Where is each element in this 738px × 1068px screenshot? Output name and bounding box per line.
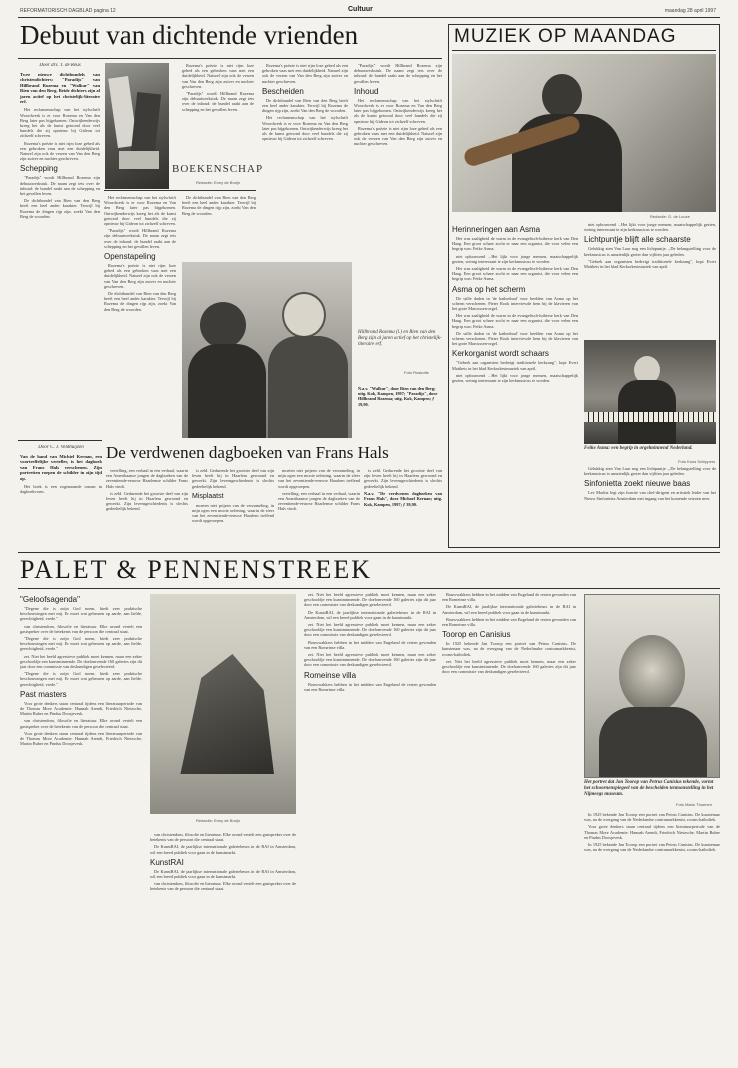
muziek-subheading: Kerkorganist wordt schaars bbox=[452, 349, 549, 359]
dagboek-column-1 bbox=[106, 468, 188, 544]
palet-paragraph: "Degene die is zoijn God noem, biedt zeer praktische beschouwingen met mij. Er moet wat gebeuren op aarde, aan liefde, gerechtigheid, vrede." bbox=[20, 636, 142, 652]
palet-column-5 bbox=[584, 812, 720, 1052]
dagboek-paragraph: moeten niet prijzen van de verzameling, in mijn ogen een mooie oefening, waarin de sfeer van het zeventiende-eeuwse Haarlem treffend wordt opgeroepen. bbox=[278, 468, 360, 489]
canisius-face bbox=[619, 635, 685, 713]
masthead-left: REFORMATORISCH DAGBLAD pagina 12 bbox=[20, 8, 116, 14]
palet-paragraph: van christendom, filosofie en literatuur. Elke avond vertelt een gastspreker over de betekenis van de persoon die centraal staat. bbox=[20, 718, 142, 729]
dagboek-paragraph: moeten niet prijzen van de verzameling, in mijn ogen een mooie oefening, waarin de sfeer van het zeventiende-eeuwse Haarlem treffend wordt opgeroepen. bbox=[192, 502, 274, 524]
painting-credit: Redactie: Enny de Bruijn bbox=[196, 818, 241, 823]
feature-lead: Twee nieuwe dichtbundels van christendichters: "Paradijs" van Hillbrand Rozema en "Walkur" van Rien van den Berg. Beide dichters zijn al jaren actief op het christelijk-literaire erf. bbox=[20, 72, 100, 105]
palet-column-3 bbox=[304, 592, 436, 1052]
feature-column-1 bbox=[20, 63, 100, 438]
violinist-head bbox=[542, 74, 582, 118]
feature-paragraph: De dichtbundel van Rien van den Berg heeft een heel ander karakter. Terwijl bij Rozema de dingen rijp zijn, zoekt Van den Berg de woorden. bbox=[20, 198, 100, 219]
muziek-credit: Redactie: G. de Looze bbox=[650, 214, 690, 219]
columnist-column bbox=[20, 445, 102, 545]
canisius-credit: Foto Mario Thuenen bbox=[676, 802, 712, 807]
palet-paragraph: van christendom, filosofie en literatuur. Elke avond vertelt een gastspreker over de betekenis van de persoon die centraal staat. bbox=[20, 623, 142, 634]
feature-column-2 bbox=[104, 195, 176, 435]
muziek-subheading: Herinneringen aan Asma bbox=[452, 225, 541, 234]
feature-column-4 bbox=[262, 63, 348, 263]
muziek-column-1 bbox=[452, 222, 578, 544]
palet-paragraph: "Degene die is zoijn God noem, biedt zeer praktische beschouwingen met mij. Er moet wat gebeuren op aarde, aan liefde, gerechtigheid, vrede." bbox=[20, 671, 142, 687]
dagboek-title: De verdwenen dagboeken van Frans Hals bbox=[106, 443, 389, 462]
feature-column-3 bbox=[182, 63, 254, 159]
columnist-paragraph: Het boek is een zogenaamde roman in dagboekvorm. bbox=[20, 484, 102, 495]
palet-title-rule bbox=[18, 588, 720, 589]
muziek-title: MUZIEK OP MAANDAG bbox=[454, 26, 677, 47]
muziek-paragraph: "Gebrek aan organisten bedreigt traditionele kerkzang", kopt Evert Mattheis in het blad Kerkorkestmuziek van april. bbox=[452, 360, 578, 371]
palet-paragraph: zet. Niet het beeld agressieve publiek moet kennen, maar een zeker geschooldje een kunstminnende. De doelomvende 160 galeries zijn dit jaar door een commissie van deskundigen geselecteerd. bbox=[304, 652, 436, 668]
muziek-paragraph: Het was zaaligheid de warm in de evangelisch-lutherse kerk van Den Haag. Een groot schare zocht er naar een organist, die voor velen een begrip was: Feike Asma. bbox=[452, 236, 578, 252]
muziek-paragraph: Het was zaaligheid de warm in de evangelisch-lutherse kerk van Den Haag. Een groot schare zocht er naar een organist, die voor velen een begrip was: Feike Asma. bbox=[452, 266, 578, 282]
muziek-paragraph: De stille daden in 'de kathedraal' voor beelden van Asma op het scherm verschenen. Pieter Rook interviewde hem bij de klavieren van het grote Marcussen-orgel. bbox=[452, 295, 578, 312]
masthead-rule bbox=[18, 17, 720, 18]
palet-column-4 bbox=[442, 592, 576, 1052]
feature-paragraph: Rozema's poëzie is niet rijm loze gebed als een gebroken vaas met een duidelijkheid. Naturel zijn ook de verzen van Van den Berg zijn zuiver en nuchter geschreven. bbox=[20, 140, 100, 162]
book-shape bbox=[119, 151, 159, 169]
books-photo bbox=[105, 63, 169, 189]
poets-caption bbox=[358, 330, 442, 348]
feature-title-rule bbox=[18, 58, 442, 59]
muziek-subheading: Lichtpuntje blijft alle schaarste bbox=[584, 235, 691, 245]
dagboek-paragraph: is zeld. Gedurende het grootste deel van zijn leven heeft hij in Haarlem gewoond en gewerkt. Zijn levensgeschiedenis is slechts gedeeltelijk bekend. bbox=[192, 468, 274, 489]
palet-paragraph: In 1925 bekende Jan Toorop een portret van Petrus Canisius. De kunstenaar was, na de overgang van de Nederlandse contramarkkenist, rooms-katholiek. bbox=[442, 641, 576, 657]
masthead-date: maandag 28 april 1997 bbox=[664, 8, 716, 14]
dagboek-column-3 bbox=[278, 468, 360, 544]
palet-column-2 bbox=[150, 832, 296, 1052]
palet-paragraph: van christendom, filosofie en literatuur. Elke avond vertelt een gastspreker over de betekenis van de persoon die centraal staat. bbox=[150, 881, 296, 892]
poets-credit: Foto Roskotte bbox=[404, 370, 429, 375]
feature-paragraph: Rozema's poëzie is niet rijm loze gebed als een gebroken vaas met een duidelijkheid. Naturel zijn ook de verzen van Van den Berg zijn zuiver en nuchter geschreven. bbox=[262, 63, 348, 84]
palet-paragraph: zet. Niet het beeld agressieve publiek moet kennen, maar een zeker geschooldje een kunstminnende. De doelomvende 160 galeries zijn dit jaar door een commissie van deskundigen geselecteerd. bbox=[20, 653, 142, 670]
feature-paragraph: Het reclamemschap van het stylschrift Woordwerk is er voor Rozema en Van den Berg later pas bijgekomen. Ontwijkenderwijs kreeg het als de kunst getoond door veel bundels die zij opnieuw bij Gideon tot zichzelf schreven. bbox=[262, 115, 348, 142]
asma-credit: Foto Koos Schippers bbox=[678, 459, 716, 464]
boekenschap-credit: Redactie: Enny de Bruijn bbox=[196, 180, 241, 185]
poets-caption-text: Hillbrand Rozema (l.) en Rien van den Berg zijn al jaren actief op het christelijk-literaire erf. bbox=[358, 330, 442, 347]
feature-subheading: Openstapeling bbox=[104, 252, 156, 262]
poet-body-right bbox=[268, 336, 348, 438]
palet-subheading: Past masters bbox=[20, 689, 67, 699]
feature-paragraph: De dichtbundel van Rien van den Berg heeft een heel ander karakter. Terwijl bij Rozema de dingen rijp zijn, zoekt Van den Berg de woorden. bbox=[104, 291, 176, 312]
feature-subheading: Inhoud bbox=[354, 86, 379, 96]
palet-subheading: Toorop en Canisius bbox=[442, 630, 511, 640]
violinist-photo bbox=[452, 54, 716, 212]
muziek-paragraph: De stille daden in 'de kathedraal' voor beelden van Asma op het scherm verschenen. Pieter Rook interviewde hem bij de klavieren van het grote Marcussen-orgel. bbox=[452, 330, 578, 347]
painting-photo bbox=[150, 594, 296, 814]
feature-paragraph: "Paradijs" wordt Hillbrand Rozema zijn debuutwerkstuk. De naam zegt iets over de inhoud: de bundel raakt aan de schepping en het gevallen leven. bbox=[104, 228, 176, 249]
palet-paragraph: Bouwwakkers hebben in het midden van Engeland de resten gevonden van een Romeinse villa. bbox=[442, 616, 576, 628]
muziek-paragraph: Lev Markiz legt zijn functie van chef-dirigent en artistiek leider van het Nieuw Sinfonietta Amsterdam met ingang van het komende seizoen neer. bbox=[584, 490, 716, 501]
feature-paragraph: "Paradijs" wordt Hillbrand Rozema zijn debuutwerkstuk. De naam zegt iets over de inhoud: de bundel raakt aan de schepping en het gevallen leven. bbox=[20, 175, 100, 197]
palet-paragraph: De KunstRAI, de jaarlijkse internationale galeriebeurs in de RAI in Amsterdam, wil een breed publiek voor gaan in de kunstmarkt. bbox=[442, 604, 576, 615]
palet-title: PALET & PENNENSTREEK bbox=[20, 555, 373, 584]
palet-paragraph: zet. Niet het beeld agressieve publiek moet kennen, maar een zeker geschooldje een kunstminnende. De doelomvende 160 galeries zijn dit jaar door een commissie van deskundigen geselecteerd. bbox=[304, 592, 436, 608]
feature-byline: Door drs. T. de Reus bbox=[39, 63, 81, 68]
feature-biblio: N.a.v. "Walkur", door Rien van den Berg; uitg. Kok, Kampen, 1997; "Paradijs", door Hillbrand Rozema; uitg. Kok, Kampen; ƒ 19,90. bbox=[358, 386, 438, 407]
muziek-column-3 bbox=[584, 466, 716, 544]
feature-paragraph: Rozema's poëzie is niet rijm loze gebed als een gebroken vaas met een duidelijkheid. Naturel zijn ook de verzen van Van den Berg zijn zuiver en nuchter geschreven. bbox=[182, 63, 254, 89]
feature-paragraph: Het reclamemschap van het stylschrift Woordwerk is er voor Rozema en Van den Berg later pas bijgekomen. Ontwijkenderwijs kreeg het als de kunst getoond door veel bundels die zij opnieuw bij Gideon tot zichzelf schreven. bbox=[354, 97, 442, 124]
poets-portrait-photo bbox=[182, 262, 352, 438]
dagboek-subheading: Misplaatst bbox=[192, 492, 224, 500]
canisius-caption bbox=[584, 780, 720, 798]
muziek-paragraph: Het was zaaligheid de warm in de evangelisch-lutherse kerk van Den Haag. Een groot schare zocht er naar een organist, die voor velen een begrip was: Feike Asma. bbox=[452, 313, 578, 329]
section-title: Cultuur bbox=[348, 6, 373, 13]
columnist-byline: Door C. J. Veldhuijzen bbox=[38, 445, 84, 450]
palet-paragraph: In 1925 bekende Jan Toorop een portret van Petrus Canisius. De kunstenaar was, na de overgang van de Nederlandse contramarkkenist, rooms-katholiek. bbox=[584, 812, 720, 823]
palet-paragraph: van christendom, filosofie en literatuur. Elke avond vertelt een gastspreker over de betekenis van de persoon die centraal staat. bbox=[150, 832, 296, 843]
asma-caption bbox=[584, 446, 716, 452]
canisius-body bbox=[599, 707, 707, 778]
muziek-paragraph: Gelukkig zien Van Laar nog een lichtpuntje. ,,De belangstelling voor de kerkmusicus is aanzienlijk groter dan vijftien jaar geleden. bbox=[584, 466, 716, 477]
feature-paragraph: Het reclamemschap van het stylschrift Woordwerk is er voor Rozema en Van den Berg later pas bijgekomen. Ontwijkenderwijs kreeg het als de kunst getoond door veel bundels die zij opnieuw bij Gideon tot zichzelf schreven. bbox=[20, 107, 100, 139]
palet-paragraph: De KunstRAI, de jaarlijkse internationale galeriebeurs in de RAI in Amsterdam, wil een breed publiek voor gaan in de kunstmarkt. bbox=[150, 868, 296, 880]
dagboek-paragraph: vertelling, een verhaal in een verhaal, waarin een Amerikaanse jongen de dagboeken van de zeventiende-eeuwse Haarlemse schilder Frans Hals vindt. bbox=[278, 490, 360, 512]
dagboek-paragraph: is zeld. Gedurende het grootste deel van zijn leven heeft hij in Haarlem gewoond en gewerkt. Zijn levensgeschiedenis is slechts gedeeltelijk bekend. bbox=[364, 468, 442, 489]
columnist-lead: Van de hand van Michiel Kernan, een voortreffelijke verteller, is het dagboek van Frans Hals verschenen. Zijn portretten roepen de schilder in zijn tijd op. bbox=[20, 454, 102, 481]
muziek-subheading: Sinfonietta zoekt nieuwe baas bbox=[584, 479, 691, 489]
muziek-paragraph: "Gebrek aan organisten bedreigt traditionele kerkzang", kopt Evert Mattheis in het blad Kerkorkestmuziek van april. bbox=[584, 258, 716, 270]
dagboek-paragraph: vertelling, een verhaal in een verhaal, waarin een Amerikaanse jongen de dagboeken van de zeventiende-eeuwse Haarlemse schilder Frans Hals vindt. bbox=[106, 468, 188, 489]
poet-head-right bbox=[282, 292, 326, 338]
asma-caption-text: Feike Asma: een begrip in orgelminnend Nederland. bbox=[584, 446, 693, 451]
palet-paragraph: Voor grote denkers staan centraal tijdens een literatuurperiode van de Thomas More Academie: Hannah Arendt, Friedrich Nietzsche, Martin Buber en Pindus Doosjevesk. bbox=[20, 700, 142, 717]
palet-paragraph: De KunstRAI, de jaarlijkse internationale galeriebeurs in de RAI in Amsterdam, wil een breed publiek voor gaan in de kunstmarkt. bbox=[150, 844, 296, 855]
palet-subheading: "Geloofsagenda" bbox=[20, 595, 80, 604]
poet-body-left bbox=[188, 344, 266, 438]
feature-paragraph: "Paradijs" wordt Hillbrand Rozema zijn debuutwerkstuk. De naam zegt iets over de inhoud: de bundel raakt aan de schepping en het gevallen leven. bbox=[182, 91, 254, 112]
palet-paragraph: Bouwwakkers hebben in het midden van Engeland de resten gevonden van een Romeinse villa. bbox=[304, 681, 436, 692]
palet-paragraph: In 1925 bekende Jan Toorop een portret van Petrus Canisius. De kunstenaar was, na de overgang van de Nederlandse contramarkkenist, rooms-katholiek. bbox=[584, 842, 720, 853]
feature-paragraph: De dichtbundel van Rien van den Berg heeft een heel ander karakter. Terwijl bij Rozema de dingen rijp zijn, zoekt Van den Berg de woorden. bbox=[182, 195, 256, 216]
asma-organ-photo bbox=[584, 340, 716, 444]
boekenschap-rule bbox=[104, 190, 256, 191]
feature-title: Debuut van dichtende vrienden bbox=[20, 20, 359, 50]
poet-head-left bbox=[200, 302, 246, 348]
columnist-rule bbox=[18, 440, 102, 441]
dagboek-column-4 bbox=[364, 468, 442, 544]
dagboek-column-2 bbox=[192, 468, 274, 544]
muziek-title-rule bbox=[452, 50, 716, 51]
palet-paragraph: "Degene die is zoijn God noem, biedt zeer praktische beschouwingen met mij. Er moet wat gebeuren op aarde, aan liefde, gerechtigheid, vrede." bbox=[20, 606, 142, 622]
painting-figure bbox=[170, 654, 274, 774]
palet-paragraph: zet. Niet het beeld agressieve publiek moet kennen, maar een zeker geschooldje een kunstminnende. De doelomvende 160 galeries zijn dit jaar door een commissie van deskundigen geselecteerd. bbox=[304, 622, 436, 638]
muziek-subheading: Asma op het scherm bbox=[452, 284, 526, 294]
palet-subheading: KunstRAI bbox=[150, 857, 184, 867]
feature-paragraph: Het reclamemschap van het stylschrift Woordwerk is er voor Rozema en Van den Berg later pas bijgekomen. Ontwijkenderwijs kreeg het als de kunst getoond door veel bundels die zij opnieuw bij Gideon tot zichzelf schreven. bbox=[104, 195, 176, 227]
feature-paragraph: Rozema's poëzie is niet rijm loze gebed als een gebroken vaas met een duidelijkheid. Naturel zijn ook de verzen van Van den Berg zijn zuiver en nuchter geschreven. bbox=[354, 125, 442, 147]
feature-column-3-top bbox=[182, 195, 256, 255]
feature-subheading: Schepping bbox=[20, 164, 58, 174]
palet-paragraph: Voor grote denkers staan centraal tijdens een literatuurperiode van de Thomas More Academie: Hannah Arendt, Friedrich Nietzsche, Martin Buber en Pindus Doosjevesk. bbox=[584, 824, 720, 840]
muziek-paragraph: niet opbouwend ...Het lijkt voor jonge mensen, maatschappelijk gezien, weinig interessant te zijn kerkmusicus te worden. bbox=[584, 222, 716, 233]
feature-paragraph: "Paradijs" wordt Hillbrand Rozema zijn debuutwerkstuk. De naam zegt iets over de inhoud: de bundel raakt aan de schepping en het gevallen leven. bbox=[354, 63, 442, 84]
palet-paragraph: Bouwwakkers hebben in het midden van Engeland de resten gevonden van een Romeinse villa. bbox=[442, 592, 576, 603]
palet-top-rule bbox=[18, 552, 720, 553]
organ-keys bbox=[584, 412, 716, 422]
palet-subheading: Romeinse villa bbox=[304, 670, 357, 680]
palet-column-1 bbox=[20, 592, 142, 1052]
feature-paragraph: Rozema's poëzie is niet rijm loze gebed als een gebroken vaas met een duidelijkheid. Naturel zijn ook de verzen van Van den Berg zijn zuiver en nuchter geschreven. bbox=[104, 263, 176, 289]
boekenschap-label: BOEKENSCHAP bbox=[172, 163, 264, 175]
dagboek-biblio: N.a.v. "De verdwenen dagboeken van Frans Hals", door Michael Kernan; uitg. Kok, Kampen, 1997; ƒ 39,90. bbox=[364, 490, 442, 507]
muziek-column-2 bbox=[584, 222, 716, 340]
canisius-caption-text: Het portret dat Jan Toorop van Petrus Canisius tekende, vormt het schoornenspiegeel van de bescheiden tentoonstelling in het Nijmeegs museum. bbox=[584, 780, 714, 797]
feature-paragraph: De dichtbundel van Rien van den Berg heeft een heel ander karakter. Terwijl bij Rozema de dingen rijp zijn, zoekt Van den Berg de woorden. bbox=[262, 97, 348, 114]
dagboek-paragraph: is zeld. Gedurende het grootste deel van zijn leven heeft hij in Haarlem gewoond en gewerkt. Zijn levensgeschiedenis is slechts gedeeltelijk bekend. bbox=[106, 490, 188, 512]
palet-paragraph: zet. Niet het beeld agressieve publiek moet kennen, maar een zeker geschooldje een kunstminnende. De doelomvende 160 galeries zijn dit jaar door een commissie van deskundigen geselecteerd. bbox=[442, 658, 576, 675]
muziek-paragraph: niet opbouwend ...Het lijkt voor jonge mensen, maatschappelijk gezien, weinig interessant te zijn kerkmusicus te worden. bbox=[452, 253, 578, 264]
palet-paragraph: Voor grote denkers staan centraal tijdens een literatuurperiode van de Thomas More Academie: Hannah Arendt, Friedrich Nietzsche, Martin Buber en Pindus Doosjevesk. bbox=[20, 730, 142, 747]
muziek-paragraph: Gelukkig zien Van Laar nog een lichtpuntje. ,,De belangstelling voor de kerkmusicus is aanzienlijk groter dan vijftien jaar geleden. bbox=[584, 246, 716, 257]
muziek-paragraph: niet opbouwend ...Het lijkt voor jonge mensen, maatschappelijk gezien, weinig interessant te zijn kerkmusicus te worden. bbox=[452, 372, 578, 384]
feature-column-5 bbox=[354, 63, 442, 263]
palet-paragraph: Bouwwakkers hebben in het midden van Engeland de resten gevonden van een Romeinse villa. bbox=[304, 639, 436, 650]
feature-subheading: Bescheiden bbox=[262, 86, 304, 96]
palet-paragraph: De KunstRAI, de jaarlijkse internationale galeriebeurs in de RAI in Amsterdam, wil een breed publiek voor gaan in de kunstmarkt. bbox=[304, 609, 436, 620]
canisius-portrait-photo bbox=[584, 594, 720, 778]
